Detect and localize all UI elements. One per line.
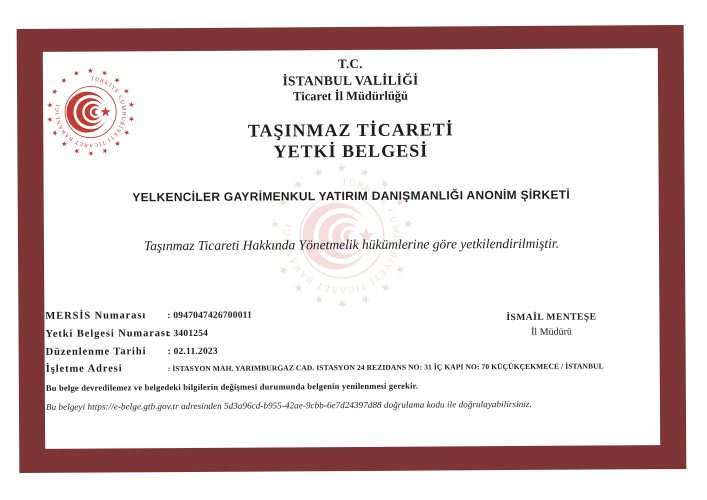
field-value: : İSTASYON MAH. YARIMBURGAZ CAD. ISTASYON 24 REZIDANS NO: 31 İÇ KAPI NO: 70 KÜÇÜKÇEKMECE / İSTANBUL — [167, 361, 604, 374]
government-header — [43, 53, 658, 106]
non-transfer-note: Bu belge devredilemez ve belgedeki bilgilerin değişmesi durumunda belgenin yenilenmesi gerekir. — [45, 380, 419, 393]
field-issue-date — [46, 346, 218, 358]
field-value: : 02.11.2023 — [167, 346, 218, 358]
emblem-ring-text: TÜRKİYE CUMHURİYETİ TİCARET BAKANLIĞI — [54, 76, 127, 148]
field-certificate-number — [45, 328, 208, 340]
verification-note: Bu belgeyi https://e-belge.gtb.gov.tr adresinden 5d3a96cd-b955-42ae-9cbb-6e7d24397d88 doğrulama kodu ile doğrulayabilirsiniz. — [45, 398, 532, 412]
signatory-name: İSMAİL MENTEŞE — [506, 312, 597, 324]
signature-block — [491, 310, 611, 341]
field-business-address — [46, 360, 604, 374]
certificate-title — [43, 118, 658, 164]
field-label: Yetki Belgesi Numarası — [45, 328, 170, 340]
republic-abbreviation: T.C. — [337, 55, 363, 72]
governorship-name: İSTANBUL VALİLİĞİ — [282, 72, 419, 89]
company-name: YELKENCİLER GAYRİMENKUL YATIRIM DANIŞMANLIĞI ANONİM ŞİRKETİ — [132, 187, 571, 205]
certificate-frame — [17, 25, 687, 473]
field-label: İşletme Adresi — [45, 363, 123, 375]
authorization-statement: Taşınmaz Ticareti Hakkında Yönetmelik hükümlerine göre yetkilendirilmiştir. — [143, 235, 560, 254]
field-value: : 3401254 — [167, 328, 209, 340]
certificate-title-line1: TAŞINMAZ TİCARETİ — [247, 119, 454, 141]
certificate-body — [43, 48, 660, 449]
field-mersis-number — [45, 310, 252, 322]
signatory-title: İl Müdürü — [531, 326, 572, 338]
certificate-title-line2: YETKİ BELGESİ — [273, 140, 429, 162]
directorate-name: Ticaret İl Müdürlüğü — [293, 88, 409, 104]
field-value: : 0947047426700011 — [167, 310, 253, 322]
field-label: MERSİS Numarası — [45, 310, 147, 322]
field-label: Düzenlenme Tarihi — [45, 346, 147, 358]
